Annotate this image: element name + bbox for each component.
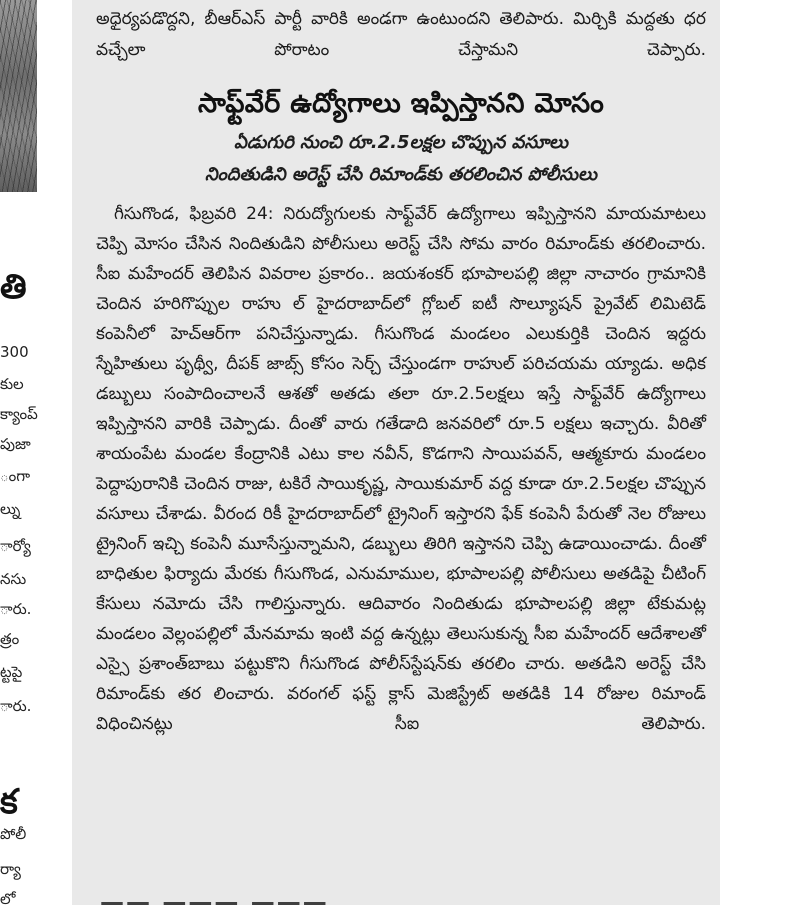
article-headline: సాఫ్ట్‌వేర్ ఉద్యోగాలు ఇప్పిస్తానని మోసం [197,88,605,119]
page-margin-right [720,0,800,905]
side-column-line: నసు [0,570,27,588]
side-column-heading: క [0,782,18,822]
side-column-line: ల్ను [0,500,21,518]
side-column-line: క్యాంప్ [0,405,38,423]
adjacent-column-left [0,0,72,905]
side-column-line: పుజా [0,435,31,453]
side-column-line: త్రం [0,630,20,648]
side-column-line: ారు. [0,600,32,618]
article-subheadline: ఏడుగురి నుంచి రూ.2.5లక్షల చొప్పున వసూలు [234,132,568,153]
side-column-line: ట్టపై [0,663,23,681]
side-column-line: కుల [0,375,24,393]
next-article-headline-fragment: —— ——— ——— [100,888,329,916]
side-column-line: ంగా [0,467,31,485]
article-body: గీసుగొండ, ఫిబ్రవరి 24: నిరుద్యోగులకు సాఫ్ట్‌వేర్ ఉద్యోగాలు ఇప్పిస్తానని మాయమాటలు చెప్పి మోసం చేసిన నిందితుడిని పోలీసులు అరెస్ట్ చేసి సోమ వారం రిమాండ్‌కు తరలించారు. సీఐ మహేందర్ తెలిపిన వివరాల ప్రకారం.. జయశంకర్ భూపాలపల్లి జిల్లా నాచారం గ్రామానికి చెందిన హరిగొప్పుల రాహు ల్ హైదరాబాద్‌లో గ్లోబల్ ఐటీ సొల్యూషన్ ప్రైవేట్ లిమిటెడ్ కంపెనీలో హెచ్ఆర్‌గా పనిచేస్తున్నాడు. గీసుగొండ మండలం ఎలుకుర్తికి చెందిన ఇద్దరు స్నేహితులు పృథ్వీ, దీపక్ జాబ్స్ కోసం సెర్చ్ చేస్తుండగా రాహుల్ పరిచయమ య్యాడు. అధిక డబ్బులు సంపాదించాలనే ఆశతో అతడు తలా రూ.2.5లక్షలు ఇస్తే సాఫ్ట్‌వేర్ ఉద్యోగాలు ఇప్పిస్తానని వారికి చెప్పాడు. దీంతో వారు గతేడాది జనవరిలో రూ.5 లక్షలు ఇచ్చారు. వీరితో శాయంపేట మండల కేంద్రానికి ఎటు కాల నవీన్, కొడగాని సాయిపవన్, ఆత్మకూరు మండలం పెద్దాపురానికి చెందిన రాజు, టకిరే సాయికృష్ణ, సాయికుమార్ వద్ద కూడా రూ.2.5లక్షల చొప్పున వసూలు చేశాడు. వీరంద రికీ హైదరాబాద్‌లో ట్రైనింగ్ ఇస్తారని ఫేక్ కంపెనీ పేరుతో నెల రోజులు ట్రైనింగ్ ఇచ్చి కంపెనీ మూసేస్తున్నామని, డబ్బులు తిరిగి ఇస్తానని చెప్పి ఉడాయించాడు. దీంతో బాధితుల ఫిర్యాదు మేరకు గీసుగొండ, ఎనుమాముల, భూపాలపల్లి పోలీసులు అతడిపై చీటింగ్ కేసులు నమోదు చేసి గాలిస్తున్నారు. ఆదివారం నిందితుడు భూపాలపల్లి జిల్లా టేకుమట్ల మండలం వెల్లంపల్లిలో మేనమామ ఇంటి వద్ద ఉన్నట్లు తెలుసుకున్న సీఐ మహేందర్ ఆదేశాలతో ఎస్సై ప్రశాంత్‌బాబు పట్టుకొని గీసుగొండ పోలీస్‌స్టేషన్‌కు తరలిం చారు. అతడిని అరెస్ట్ చేసి రిమాండ్‌కు తర లించారు. వరంగల్ ఫస్ట్ క్లాస్ మెజిస్ట్రేట్ అతడికి 14 రోజుల రిమాండ్ విధించినట్లు సీఐ తెలిపారు. [96,204,706,734]
side-column-line: ార్యో [0,537,31,555]
news-article [72,0,720,905]
side-column-line: ర్యా [0,860,21,878]
article-subheadline: నిందితుడిని అరెస్ట్ చేసి రిమాండ్‌కు తరలించిన పోలీసులు [204,164,598,185]
side-column-line: ారు. [0,697,32,715]
news-photo [0,0,37,192]
side-column-line: 300 [0,343,29,361]
previous-article-tail: అధైర్యపడొద్దని, బీఆర్ఎస్ పార్టీ వారికి అండగా ఉంటుందని తెలిపారు. మిర్చికి మద్దతు ధర వచ్చేలా పోరాటం చేస్తామని చెప్పారు. [96,9,706,60]
side-column-line: లో [0,890,16,905]
side-column-heading: తి [0,267,27,307]
side-column-line: పోలీ [0,825,27,843]
